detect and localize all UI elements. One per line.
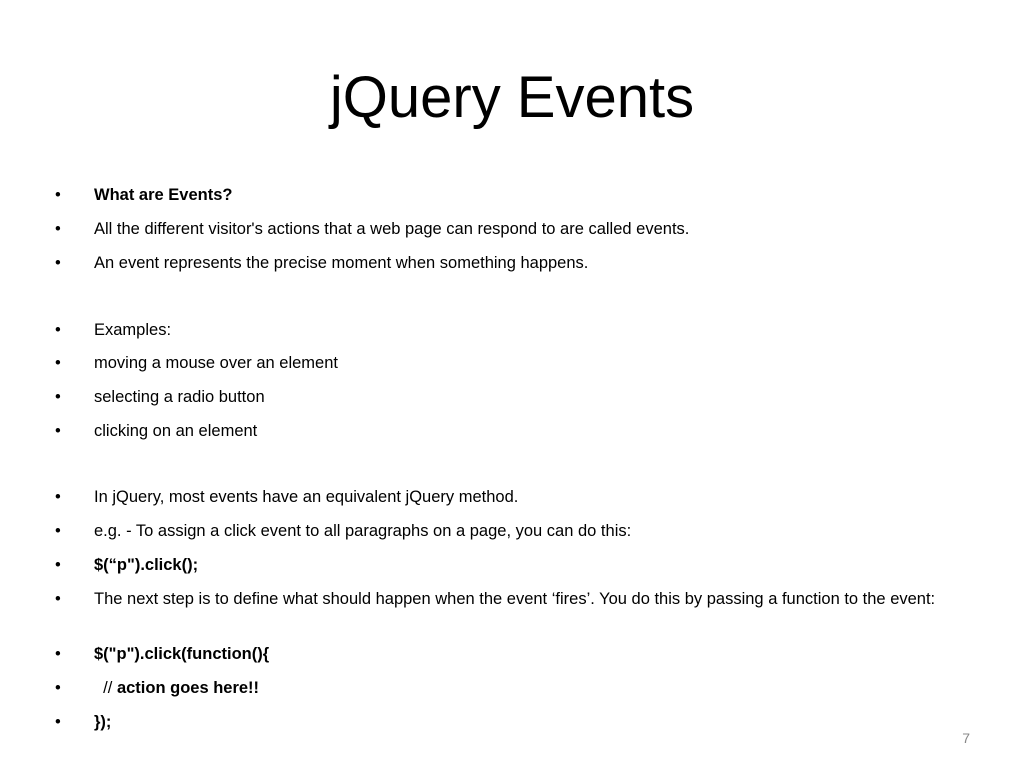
slide-title: jQuery Events — [329, 65, 695, 130]
bullet-text: moving a mouse over an element — [94, 354, 338, 372]
bullet-text: $(“p").click(); — [94, 556, 199, 574]
bullet-glyph: • — [55, 220, 61, 238]
bullet-glyph: • — [55, 422, 61, 440]
bullet-glyph: • — [55, 713, 61, 731]
bullet-glyph: • — [55, 186, 61, 204]
bullet-glyph: • — [55, 254, 61, 272]
bullet-text: What are Events? — [94, 186, 233, 204]
bullet-text: selecting a radio button — [94, 388, 265, 406]
bullet-glyph: • — [55, 645, 61, 663]
bullet-glyph: • — [55, 679, 61, 697]
bullet-text: In jQuery, most events have an equivalent jQuery method. — [94, 488, 519, 506]
bullet-text: $("p").click(function(){ — [94, 645, 270, 663]
bullet-text — [94, 677, 974, 699]
bullet-glyph: • — [55, 354, 61, 372]
comment-marker: // — [94, 679, 117, 697]
bullet-text: Examples: — [94, 321, 172, 339]
bullet-text: clicking on an element — [94, 422, 258, 440]
bullet-glyph: • — [55, 556, 61, 574]
page-number: 7 — [962, 730, 970, 746]
bullet-glyph: • — [55, 590, 61, 608]
bullet-text: e.g. - To assign a click event to all paragraphs on a page, you can do this: — [94, 522, 632, 540]
bullet-glyph: • — [55, 388, 61, 406]
bullet-glyph: • — [55, 522, 61, 540]
bullet-glyph: • — [55, 321, 61, 339]
bullet-text: The next step is to define what should happen when the event ‘fires’. You do this by passing a function to the event: — [94, 590, 936, 608]
bullet-text: }); — [94, 713, 112, 731]
bullet-text: All the different visitor's actions that a web page can respond to are called events. — [94, 220, 690, 238]
bullet-glyph: • — [55, 488, 61, 506]
bullet-text: An event represents the precise moment when something happens. — [94, 254, 589, 272]
comment-text: action goes here!! — [116, 679, 260, 697]
